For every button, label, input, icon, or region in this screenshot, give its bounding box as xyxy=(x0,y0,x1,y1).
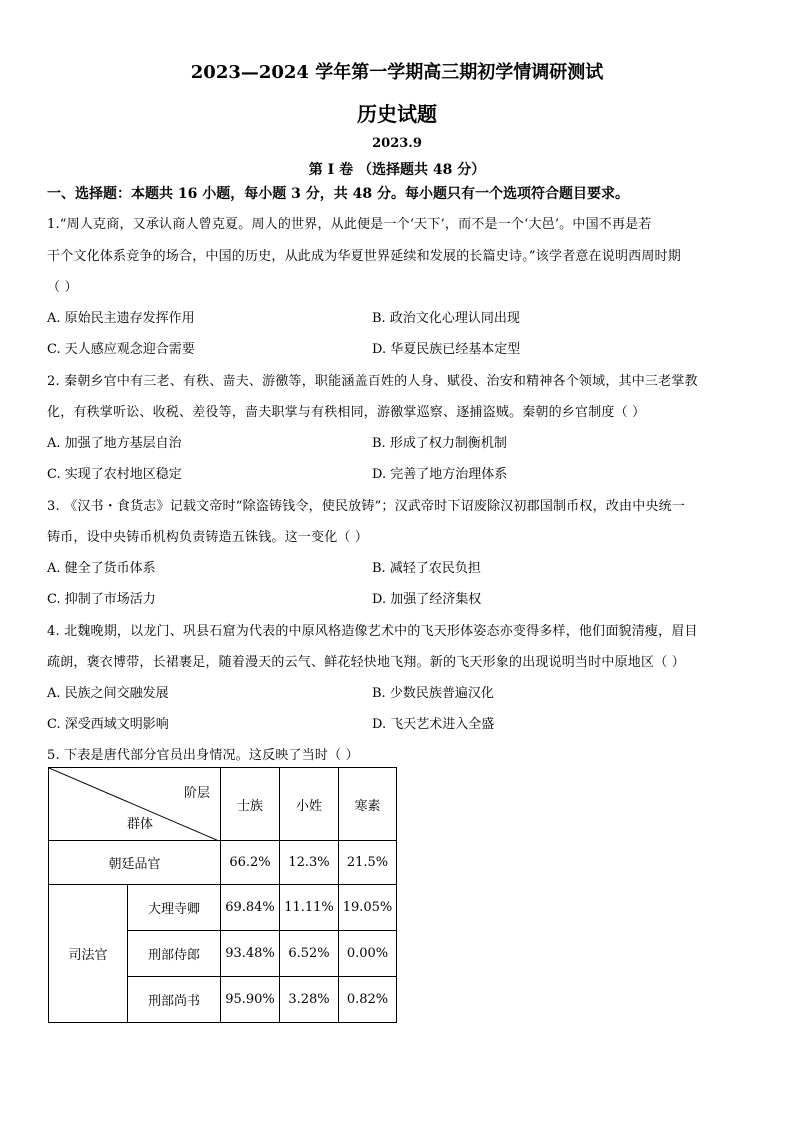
table-cell: 69.84% xyxy=(221,885,280,931)
corner-bottom-label: 群体 xyxy=(127,817,154,832)
row-label: 刑部尚书 xyxy=(128,977,221,1023)
question-3-line-1: 3. 《汉书・食货志》记载文帝时“除盗铸钱令，使民放铸”；汉武帝时下诏废除汉初郡国制币权，改由中央统一 xyxy=(47,499,686,514)
question-4-line-2: 疏朗，褒衣博带，长裙裹足，随着漫天的云气、鲜花轻快地飞翔。新的飞天形象的出现说明当时中原地区（ ） xyxy=(47,655,685,670)
question-3-option-a[interactable]: A. 健全了货币体系 xyxy=(47,561,156,576)
question-1-option-d[interactable]: D. 华夏民族已经基本定型 xyxy=(372,342,521,357)
column-header: 小姓 xyxy=(280,768,339,841)
question-2-line-2: 化，有秩掌听讼、收税、差役等，啬夫职掌与有秩相同，游徼掌巡察、逐捕盗贼。秦朝的乡官制度（ ） xyxy=(47,405,646,420)
row-label: 刑部侍郎 xyxy=(128,931,221,977)
table-cell: 6.52% xyxy=(280,931,339,977)
table-row xyxy=(49,885,397,931)
question-5-line-1: 5. 下表是唐代部分官员出身情况。这反映了当时（ ） xyxy=(47,748,359,763)
question-1-line-2: 干个文化体系竞争的场合，中国的历史，从此成为华夏世界延续和发展的长篇史诗。”该学者意在说明西周时期 xyxy=(47,249,681,264)
question-2-option-c[interactable]: C. 实现了农村地区稳定 xyxy=(47,467,182,482)
official-origin-table xyxy=(48,767,397,1023)
question-4-line-1: 4. 北魏晚期，以龙门、巩县石窟为代表的中原风格造像艺术中的飞天形体姿态亦变得多样，他们面貌清瘦，眉目 xyxy=(47,624,698,639)
question-3-option-b[interactable]: B. 减轻了农民负担 xyxy=(372,561,481,576)
table-cell: 21.5% xyxy=(339,841,397,885)
question-2-line-1: 2. 秦朝乡官中有三老、有秩、啬夫、游徼等，职能涵盖百姓的人身、赋役、治安和精神各个领域，其中三老掌教 xyxy=(47,374,698,389)
subject-title: 历史试题 xyxy=(357,102,437,126)
table-cell: 12.3% xyxy=(280,841,339,885)
table-cell: 0.00% xyxy=(339,931,397,977)
table-corner-cell xyxy=(49,768,221,841)
question-1-line-1: 1.“周人克商，又承认商人曾克夏。周人的世界，从此便是一个‘天下’，而不是一个‘大邑’。中国不再是若 xyxy=(47,217,652,232)
question-4-option-c[interactable]: C. 深受西域文明影响 xyxy=(47,717,169,732)
question-1-option-a[interactable]: A. 原始民主遗存发挥作用 xyxy=(47,311,195,326)
table-cell: 93.48% xyxy=(221,931,280,977)
question-1-option-b[interactable]: B. 政治文化心理认同出现 xyxy=(372,311,520,326)
table-cell: 19.05% xyxy=(339,885,397,931)
group-label: 司法官 xyxy=(49,885,128,1023)
table-row xyxy=(49,841,397,885)
question-1-line-3: （ ） xyxy=(47,280,78,295)
table-cell: 0.82% xyxy=(339,977,397,1023)
exam-title: 2023—2024 学年第一学期高三期初学情调研测试 xyxy=(190,62,604,83)
exam-date: 2023.9 xyxy=(372,136,422,151)
table-cell: 95.90% xyxy=(221,977,280,1023)
table-cell: 3.28% xyxy=(280,977,339,1023)
question-4-option-b[interactable]: B. 少数民族普遍汉化 xyxy=(372,686,494,701)
question-2-option-d[interactable]: D. 完善了地方治理体系 xyxy=(372,467,508,482)
table-cell: 11.11% xyxy=(280,885,339,931)
column-header: 寒素 xyxy=(339,768,397,841)
question-2-option-b[interactable]: B. 形成了权力制衡机制 xyxy=(372,436,507,451)
question-4-option-d[interactable]: D. 飞天艺术进入全盛 xyxy=(372,717,495,732)
part-heading: 第 I 卷 （选择题共 48 分） xyxy=(308,162,486,178)
row-label: 朝廷品官 xyxy=(49,841,221,885)
section-heading: 一、选择题：本题共 16 小题，每小题 3 分，共 48 分。每小题只有一个选项符合题目要求。 xyxy=(47,186,629,202)
column-header: 士族 xyxy=(221,768,280,841)
corner-top-label: 阶层 xyxy=(183,786,210,801)
question-3-option-c[interactable]: C. 抑制了市场活力 xyxy=(47,592,156,607)
table-cell: 66.2% xyxy=(221,841,280,885)
question-1-option-c[interactable]: C. 天人感应观念迎合需要 xyxy=(47,342,195,357)
question-2-option-a[interactable]: A. 加强了地方基层自治 xyxy=(47,436,182,451)
question-3-line-2: 铸币，设中央铸币机构负责铸造五铢钱。这一变化（ ） xyxy=(47,530,369,545)
question-4-option-a[interactable]: A. 民族之间交融发展 xyxy=(47,686,169,701)
question-3-option-d[interactable]: D. 加强了经济集权 xyxy=(372,592,482,607)
row-label: 大理寺卿 xyxy=(128,885,221,931)
